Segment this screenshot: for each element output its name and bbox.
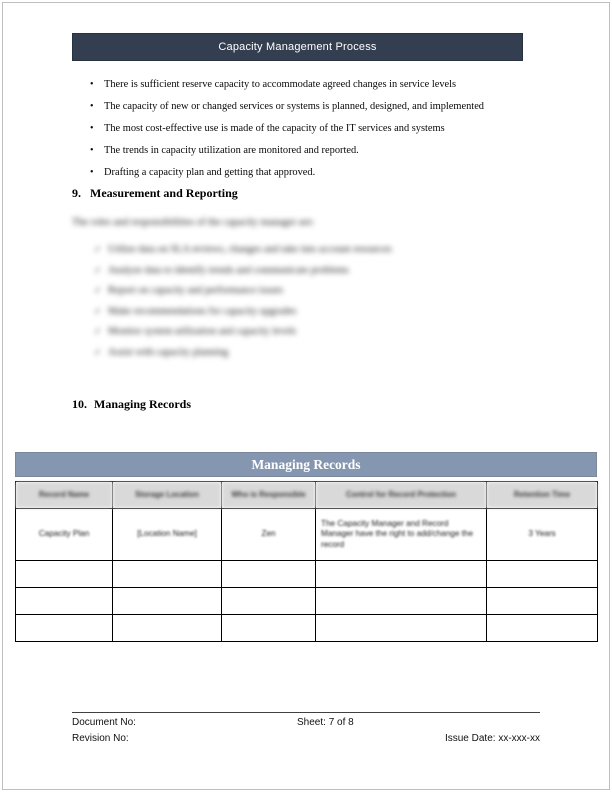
table-cell [16,588,113,615]
bullet-icon [90,144,104,158]
list-item [94,284,522,297]
section-heading-measurement-and-reporting [72,186,238,201]
column-header: Retention Time [487,482,598,509]
check-bullet-icon [94,325,108,338]
blurred-responsibilities-list [72,243,522,359]
section-number: 9. [72,186,81,200]
list-item [94,305,522,318]
list-item [90,78,550,92]
table-cell: Capacity Plan [16,509,113,561]
table-cell: The Capacity Manager and Record Manager have the right to add/change the record [316,509,487,561]
check-bullet-icon [94,284,108,297]
list-item-text: The trends in capacity utilization are monitored and reported. [104,145,359,156]
table-row [16,509,598,561]
column-header: Record Name [16,482,113,509]
list-item-text: Assist with capacity planning [108,346,229,358]
table-cell [487,588,598,615]
list-item-text: Monitor system utilization and capacity levels [108,326,297,337]
table-cell: Zen [222,509,316,561]
section-title: Measurement and Reporting [90,186,238,200]
list-item-text: Make recommendations for capacity upgrades [108,305,297,317]
table-cell [316,588,487,615]
footer-document-no: Document No: [72,717,136,728]
table-cell [113,615,222,642]
column-header: Who is Responsible [222,482,316,509]
table-row [16,615,598,642]
list-item [94,325,522,338]
list-item [90,166,550,180]
section-number: 10. [72,397,87,411]
document-title: Capacity Management Process [218,41,377,53]
list-item-text: The most cost-effective use is made of the capacity of the IT services and systems [104,123,445,134]
table-cell [16,561,113,588]
list-item-text: Report on capacity and performance issues [108,285,284,296]
table-title: Managing Records [251,456,361,472]
bullet-icon [90,166,104,180]
check-bullet-icon [94,305,108,318]
list-item [94,264,522,277]
table-title-band [15,452,597,477]
list-item-text: Analyze data to identify trends and communicate problems [108,264,349,276]
check-bullet-icon [94,243,108,256]
list-item-text: The capacity of new or changed services or systems is planned, designed, and implemented [104,101,485,112]
list-item [94,243,522,256]
table-cell [113,588,222,615]
managing-records-table [15,452,597,642]
check-bullet-icon [94,346,108,359]
footer-revision-no: Revision No: [72,733,129,744]
table-row [16,588,598,615]
table-cell [487,561,598,588]
list-item [90,122,550,136]
table-cell [222,561,316,588]
list-item [94,346,522,359]
list-item-text: Utilize data on SLA reviews, changes and take into account resources [108,244,392,255]
table-cell [222,588,316,615]
bullet-icon [90,122,104,136]
capacity-objectives-list [90,78,550,188]
section-title: Managing Records [94,397,191,411]
list-item [90,100,550,114]
blurred-section-content [72,216,522,366]
document-title-bar [72,33,523,61]
records-grid [15,481,598,642]
table-header-row [16,482,598,509]
list-item-text: There is sufficient reserve capacity to accommodate agreed changes in service levels [104,79,457,90]
column-header: Storage Location [113,482,222,509]
column-header: Control for Record Protection [316,482,487,509]
blurred-intro-paragraph: The roles and responsibilities of the capacity manager are: [72,217,315,228]
table-cell: 3 Years [487,509,598,561]
table-row [16,561,598,588]
table-cell [222,615,316,642]
section-heading-managing-records [72,397,191,412]
bullet-icon [90,100,104,114]
table-cell [113,561,222,588]
check-bullet-icon [94,264,108,277]
bullet-icon [90,78,104,92]
table-cell [487,615,598,642]
table-cell [316,561,487,588]
table-cell [316,615,487,642]
list-item [90,144,550,158]
list-item-text: Drafting a capacity plan and getting that approved. [104,167,316,178]
footer-issue-date: Issue Date: xx-xxx-xx [444,733,540,744]
table-cell: [Location Name] [113,509,222,561]
table-cell [16,615,113,642]
footer-divider [72,712,540,713]
footer-sheet-number: Sheet: 7 of 8 [297,717,354,728]
